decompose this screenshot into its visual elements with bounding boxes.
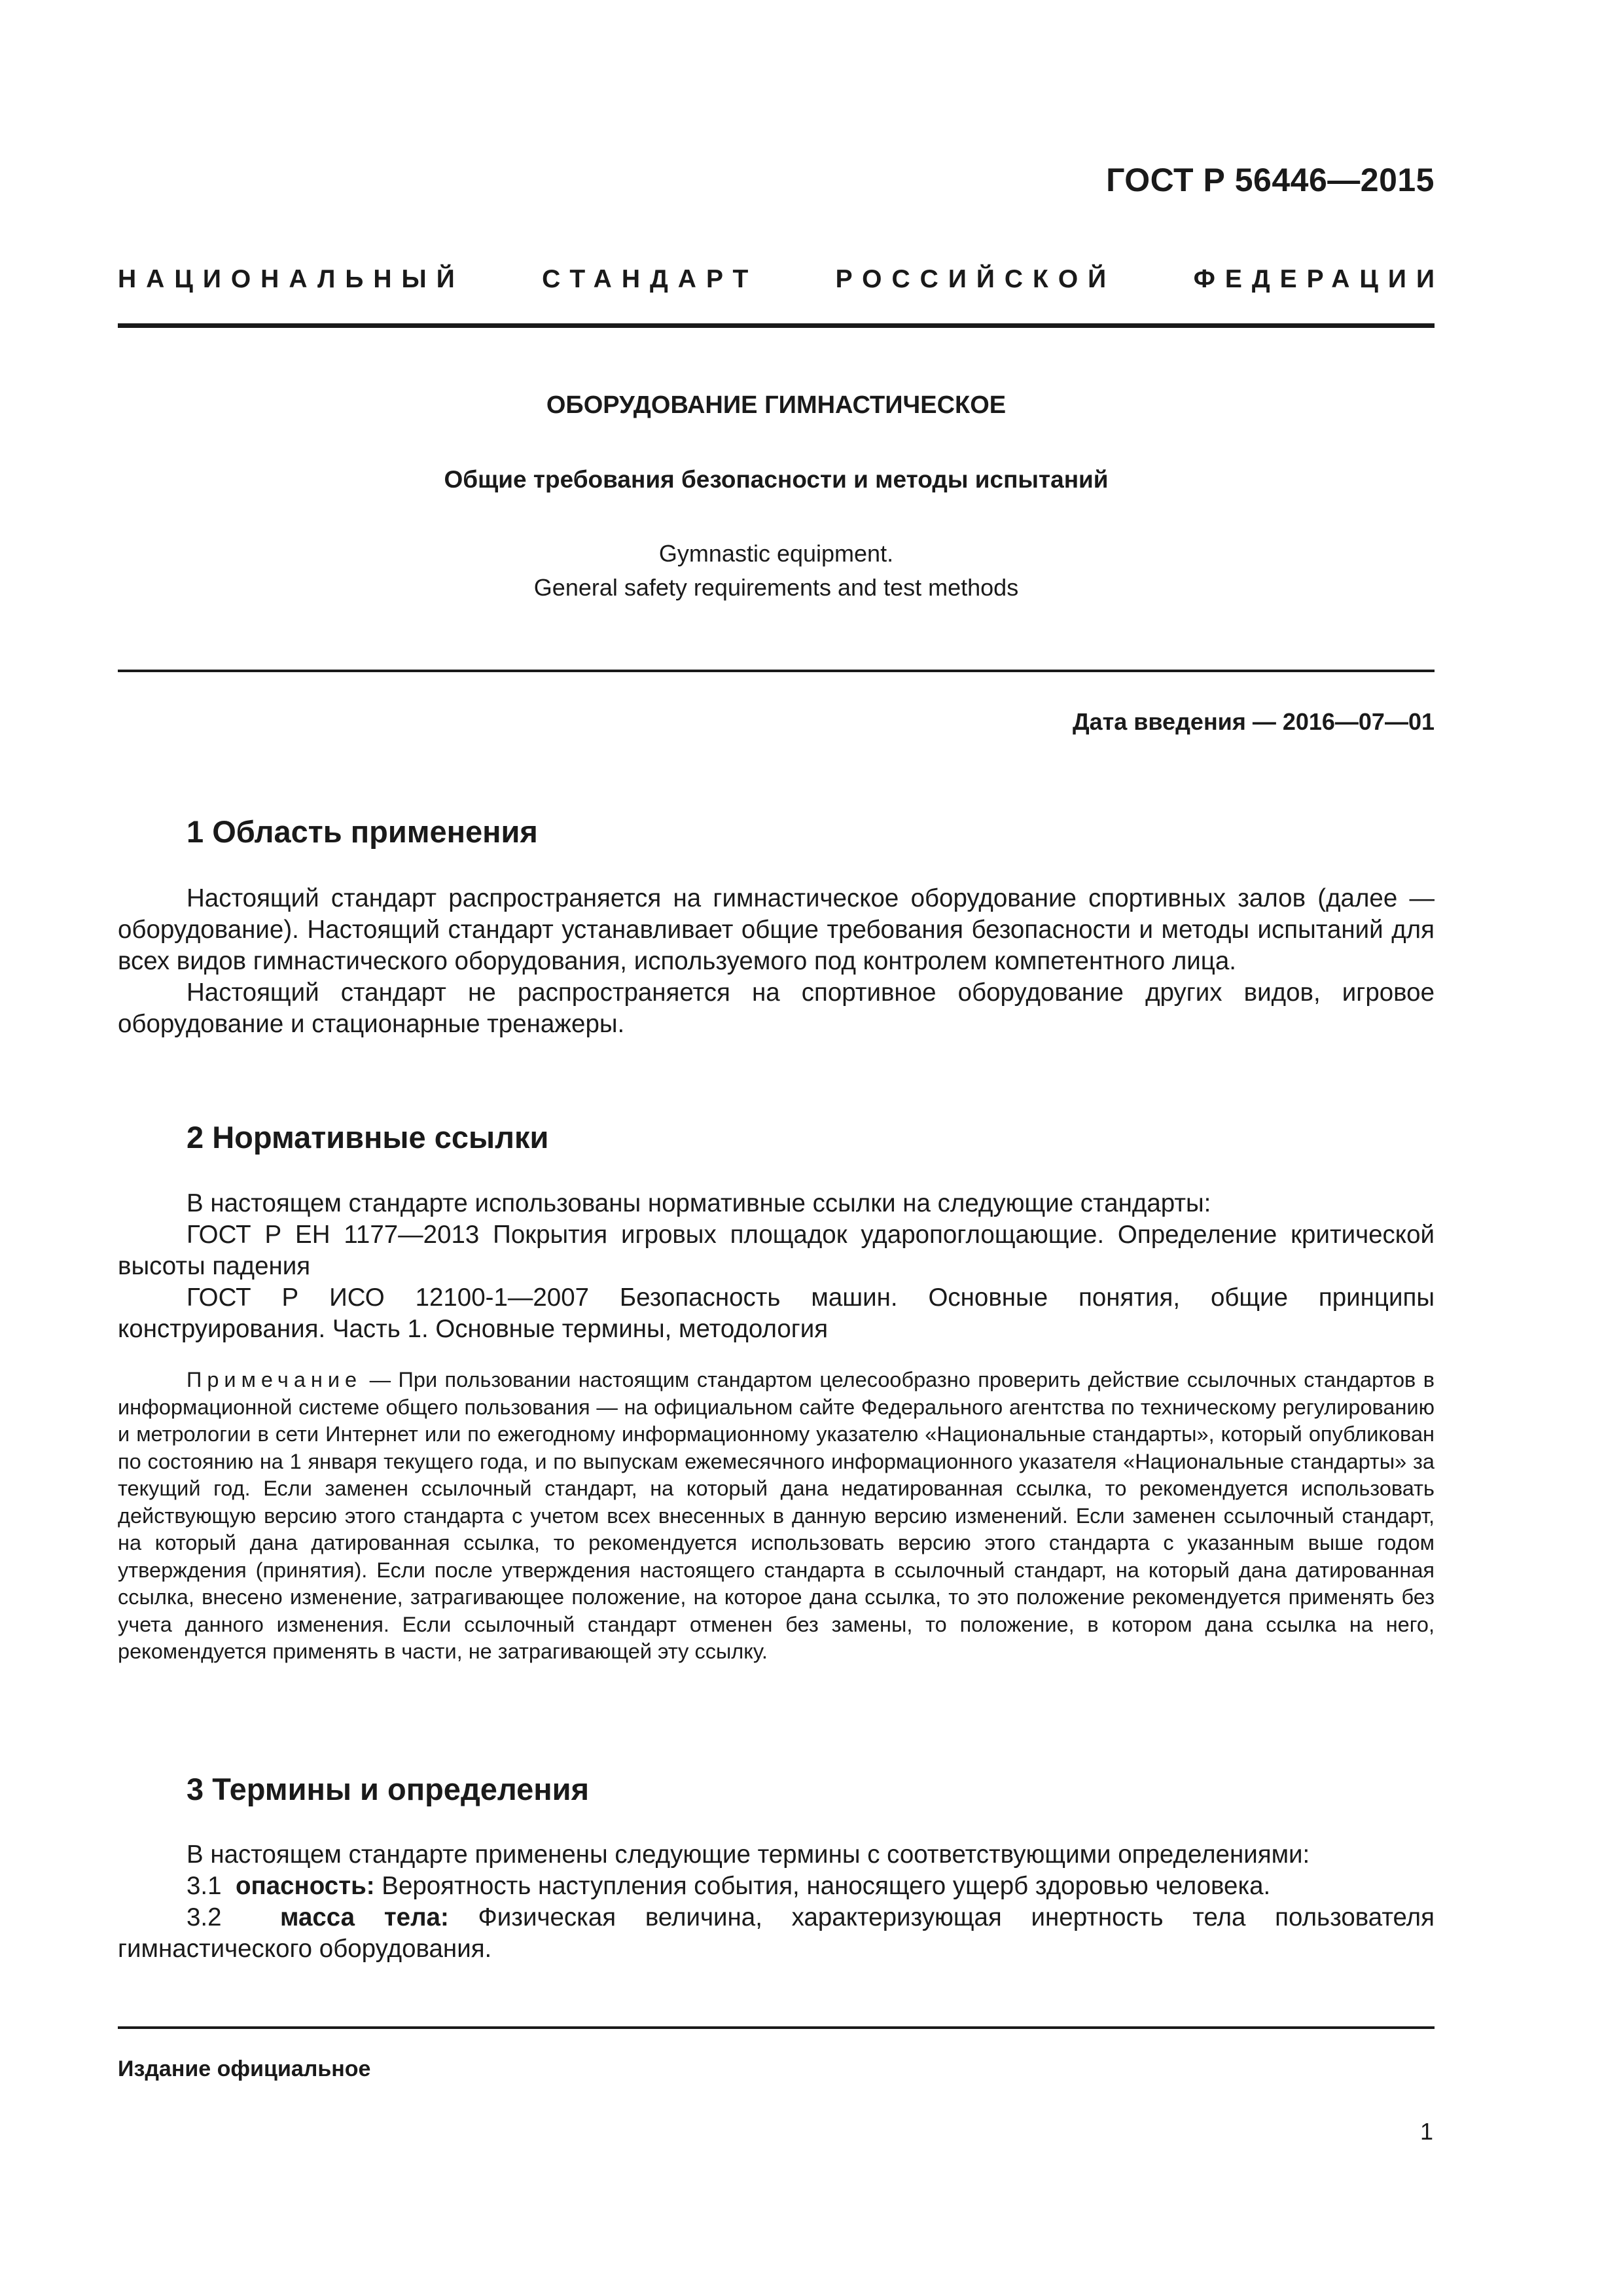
english-title xyxy=(118,537,1435,605)
scope-paragraph-2: Настоящий стандарт не распространяется на спортивное оборудование других видов, игровое оборудование и стационарные тренажеры. xyxy=(118,978,1435,1038)
note-text: — При пользовании настоящим стандартом целесообразно проверить действие ссылочных стандартов в информационной системе общего пользования — на официальном сайте Федерального агентства по техническому регулированию и метрологии в сети Интернет или по ежегодному информационному указателю «Национальные стандарты», который опубликован по состоянию на 1 января текущего года, и по выпускам ежемесячного информационного указателя «Национальные стандарты» за текущий год. Если заменен ссылочный стандарт, на который дана недатированная ссылка, то рекомендуется использовать действующую версию этого стандарта с учетом всех внесенных в данную версию изменений. Если заменен ссылочный стандарт, на который дана датированная ссылка, то рекомендуется использовать версию этого стандарта с указанным выше годом утверждения (принятия). Если после утверждения настоящего стандарта в ссылочный стандарт, на который дана датированная ссылка, внесено изменение, затрагивающее положение, на которое дана ссылка, то это положение рекомендуется применять без учета данного изменения. Если ссылочный стандарт отменен без замены, то положение, в котором дана ссылка на него, рекомендуется применять в части, не затрагивающей эту ссылку. xyxy=(118,1368,1435,1663)
term-3-2 xyxy=(118,1902,1435,1965)
banner-word-4: ФЕДЕРАЦИИ xyxy=(1193,265,1444,293)
reference-gost-en-1177: ГОСТ Р ЕН 1177—2013 Покрытия игровых площадок ударопоглощающие. Определение критической высоты падения xyxy=(118,1221,1435,1280)
note-label: Примечание xyxy=(187,1368,363,1391)
term-number: 3.2 xyxy=(187,1903,222,1931)
banner-word-1: НАЦИОНАЛЬНЫЙ xyxy=(118,265,465,293)
banner-word-3: РОССИЙСКОЙ xyxy=(835,265,1116,293)
terms-intro: В настоящем стандарте применены следующие термины с соответствующими определениями: xyxy=(187,1840,1310,1869)
title-rule xyxy=(118,670,1435,672)
english-title-line-1: Gymnastic equipment. xyxy=(658,540,894,567)
section-2-heading: 2 Нормативные ссылки xyxy=(187,1120,549,1155)
page-number: 1 xyxy=(1419,2118,1433,2145)
term-number: 3.1 xyxy=(187,1872,222,1900)
banner-word-2: СТАНДАРТ xyxy=(542,265,758,293)
header-rule xyxy=(118,323,1435,328)
section-3-body xyxy=(118,1839,1435,1965)
english-title-line-2: General safety requirements and test methods xyxy=(533,574,1019,601)
term-3-1 xyxy=(118,1871,1435,1902)
reference-gost-iso-12100: ГОСТ Р ИСО 12100-1—2007 Безопасность машин. Основные понятия, общие принципы конструирования. Часть 1. Основные термины, методология xyxy=(118,1283,1435,1343)
document-number: ГОСТ Р 56446—2015 xyxy=(1106,162,1435,198)
scope-paragraph-1: Настоящий стандарт распространяется на гимнастическое оборудование спортивных залов (далее — оборудование). Настоящий стандарт устанавливает общие требования безопасности и методы испытаний для всех видов гимнастического оборудования, используемого под контролем компетентного лица. xyxy=(118,884,1435,975)
national-standard-banner xyxy=(118,265,1444,294)
section-3-heading: 3 Термины и определения xyxy=(187,1772,589,1806)
footer-rule xyxy=(118,2026,1435,2029)
section-1-heading: 1 Область применения xyxy=(187,814,538,849)
document-title: ОБОРУДОВАНИЕ ГИМНАСТИЧЕСКОЕ xyxy=(546,391,1007,419)
references-intro: В настоящем стандарте использованы нормативные ссылки на следующие стандарты: xyxy=(187,1189,1211,1217)
term-definition: Вероятность наступления события, наносящего ущерб здоровью человека. xyxy=(382,1872,1271,1900)
section-1-body xyxy=(118,883,1435,1040)
term-name: опасность: xyxy=(235,1872,375,1900)
term-definition: Физическая величина, характеризующая инертность тела пользователя гимнастического оборудования. xyxy=(118,1903,1435,1963)
section-2-body xyxy=(118,1188,1435,1345)
introduction-date: Дата введения — 2016—07—01 xyxy=(1072,708,1435,735)
references-note xyxy=(118,1367,1435,1666)
term-name: масса тела: xyxy=(280,1903,449,1931)
official-edition-label: Издание официальное xyxy=(118,2056,371,2081)
document-subtitle: Общие требования безопасности и методы испытаний xyxy=(444,466,1109,493)
